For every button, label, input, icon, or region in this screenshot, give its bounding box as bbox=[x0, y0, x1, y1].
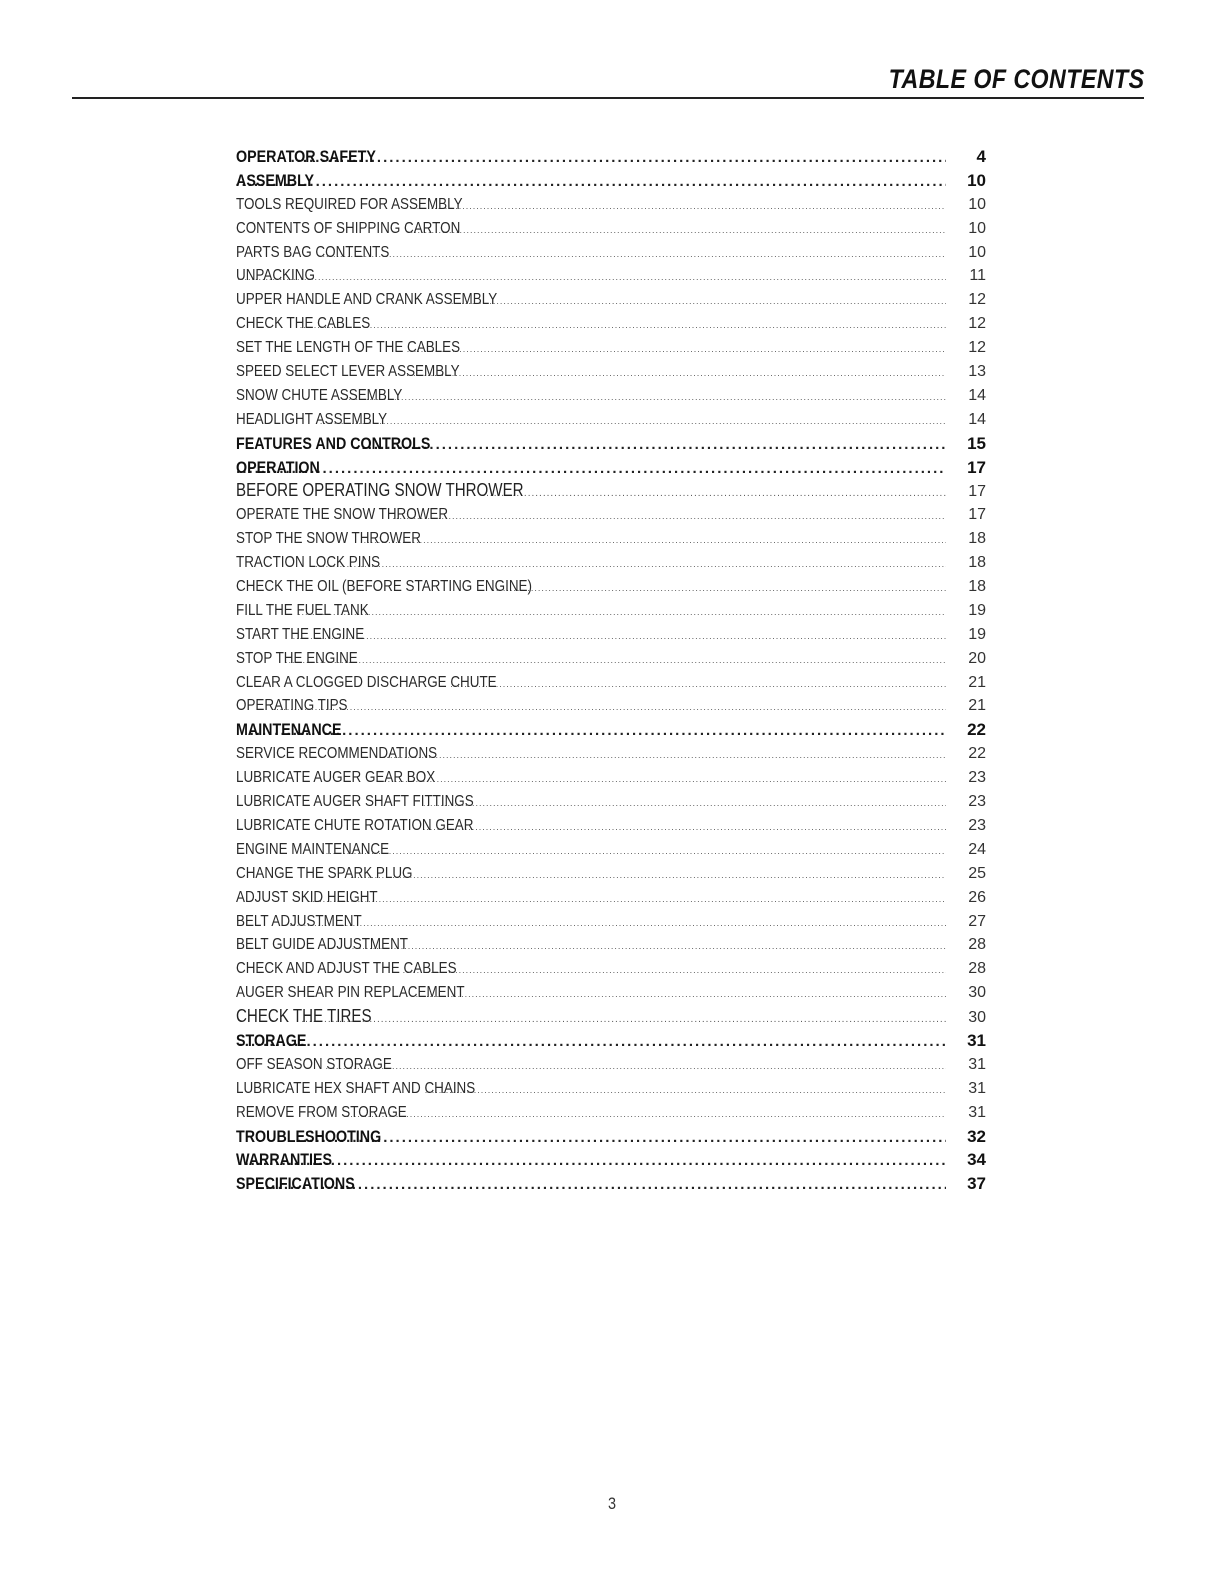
toc-entry[interactable] bbox=[236, 814, 986, 838]
toc-entry[interactable] bbox=[236, 1005, 986, 1029]
toc-entry-page: 26 bbox=[968, 888, 986, 906]
table-of-contents bbox=[236, 145, 986, 1196]
toc-entry-page: 13 bbox=[968, 363, 986, 381]
toc-entry[interactable] bbox=[236, 288, 986, 312]
toc-entry-label: MAINTENANCE bbox=[236, 720, 342, 740]
toc-entry[interactable] bbox=[236, 312, 986, 336]
toc-entry-page: 31 bbox=[968, 1103, 986, 1121]
toc-entry-label: OFF SEASON STORAGE bbox=[236, 1055, 392, 1073]
toc-entry-page: 14 bbox=[968, 410, 986, 428]
toc-entry-page: 37 bbox=[967, 1174, 986, 1194]
toc-entry-label: BELT ADJUSTMENT bbox=[236, 912, 362, 930]
dot-leader bbox=[425, 1079, 946, 1101]
toc-entry-label: SERVICE RECOMMENDATIONS bbox=[236, 745, 438, 763]
toc-entry-label: ENGINE MAINTENANCE bbox=[236, 840, 390, 858]
page-number: 3 bbox=[607, 1494, 617, 1513]
dot-leader bbox=[407, 219, 946, 241]
dot-leader bbox=[355, 433, 946, 456]
dot-leader bbox=[309, 888, 946, 910]
dot-leader bbox=[291, 146, 946, 169]
dot-leader bbox=[322, 840, 946, 862]
dot-leader bbox=[492, 577, 946, 599]
toc-entry-label: OPERATOR SAFETY bbox=[236, 147, 376, 166]
toc-entry-page: 22 bbox=[968, 745, 986, 763]
toc-entry-label: CHECK AND ADJUST THE CABLES bbox=[236, 960, 457, 978]
toc-entry-page: 18 bbox=[968, 554, 986, 572]
dot-leader bbox=[392, 505, 946, 527]
toc-entry-label: OPERATION bbox=[236, 457, 320, 477]
toc-entry-page: 21 bbox=[968, 673, 986, 691]
dot-leader bbox=[273, 696, 946, 718]
toc-entry-label: TROUBLESHOOTING bbox=[236, 1126, 382, 1146]
toc-entry-label: UPPER HANDLE AND CRANK ASSEMBLY bbox=[236, 291, 498, 309]
toc-entry-label: CHECK THE TIRES bbox=[236, 1006, 372, 1027]
toc-entry-page: 4 bbox=[976, 147, 986, 166]
toc-entry-page: 10 bbox=[968, 195, 986, 213]
toc-entry-label: AUGER SHEAR PIN REPLACEMENT bbox=[236, 984, 465, 1002]
toc-entry-page: 12 bbox=[968, 339, 986, 357]
toc-entry-page: 28 bbox=[968, 960, 986, 978]
toc-entry-page: 12 bbox=[968, 315, 986, 333]
dot-leader bbox=[403, 959, 946, 981]
toc-entry[interactable] bbox=[236, 145, 986, 169]
toc-entry-label: PARTS BAG CONTENTS bbox=[236, 243, 390, 261]
dot-leader bbox=[343, 1103, 946, 1125]
toc-entry[interactable] bbox=[236, 169, 986, 193]
toc-entry-page: 17 bbox=[968, 506, 986, 524]
toc-entry-page: 31 bbox=[968, 1079, 986, 1097]
dot-leader bbox=[482, 482, 946, 503]
toc-entry-page: 31 bbox=[967, 1030, 986, 1050]
toc-entry-label: STORAGE bbox=[236, 1030, 307, 1050]
page-title: TABLE OF CONTENTS bbox=[888, 64, 1144, 94]
toc-entry[interactable] bbox=[236, 647, 986, 671]
dot-leader bbox=[360, 529, 946, 551]
dot-leader bbox=[450, 673, 946, 695]
toc-entry[interactable] bbox=[236, 193, 986, 217]
toc-entry-page: 22 bbox=[967, 720, 986, 740]
toc-entry-page: 18 bbox=[968, 530, 986, 548]
toc-entry[interactable] bbox=[236, 718, 986, 742]
toc-entry[interactable] bbox=[236, 910, 986, 934]
dot-leader bbox=[406, 362, 946, 384]
toc-entry[interactable] bbox=[236, 862, 986, 886]
toc-entry[interactable] bbox=[236, 671, 986, 695]
dot-leader bbox=[236, 170, 946, 193]
toc-entry[interactable] bbox=[236, 694, 986, 718]
toc-entry-page: 23 bbox=[968, 816, 986, 834]
toc-entry-label: REMOVE FROM STORAGE bbox=[236, 1103, 407, 1121]
toc-entry-page: 20 bbox=[968, 649, 986, 667]
toc-entry-page: 27 bbox=[968, 912, 986, 930]
toc-entry[interactable] bbox=[236, 432, 986, 456]
toc-entry[interactable] bbox=[236, 503, 986, 527]
dot-leader bbox=[285, 649, 946, 671]
toc-entry[interactable] bbox=[236, 575, 986, 599]
toc-entry-label: CHECK THE OIL (BEFORE STARTING ENGINE) bbox=[236, 578, 532, 596]
toc-entry-page: 10 bbox=[968, 219, 986, 237]
toc-entry-label: SNOW CHUTE ASSEMBLY bbox=[236, 386, 403, 404]
toc-entry-label: CHANGE THE SPARK PLUG bbox=[236, 864, 413, 882]
dot-leader bbox=[238, 1149, 946, 1172]
toc-entry-page: 11 bbox=[969, 267, 986, 285]
toc-entry[interactable] bbox=[236, 408, 986, 432]
toc-entry-page: 17 bbox=[967, 457, 986, 477]
toc-entry-label: ADJUST SKID HEIGHT bbox=[236, 888, 378, 906]
dot-leader bbox=[297, 1126, 946, 1149]
toc-entry-label: FILL THE FUEL TANK bbox=[236, 601, 369, 619]
toc-entry-page: 15 bbox=[967, 433, 986, 453]
toc-entry[interactable] bbox=[236, 790, 986, 814]
toc-entry-page: 10 bbox=[967, 170, 986, 190]
toc-entry-label: SPECIFICATIONS bbox=[236, 1174, 355, 1194]
dot-leader bbox=[236, 1030, 946, 1053]
dot-leader bbox=[236, 457, 946, 480]
dot-leader bbox=[301, 1008, 946, 1029]
toc-entry-page: 34 bbox=[967, 1150, 986, 1170]
dot-leader bbox=[250, 719, 946, 742]
dot-leader bbox=[293, 625, 946, 647]
toc-entry-page: 30 bbox=[968, 1009, 986, 1027]
toc-entry-label: UNPACKING bbox=[236, 267, 315, 285]
toc-entry-page: 21 bbox=[968, 697, 986, 715]
dot-leader bbox=[290, 912, 946, 934]
toc-entry-page: 25 bbox=[968, 864, 986, 882]
toc-entry-label: OPERATING TIPS bbox=[236, 697, 348, 715]
toc-entry-label: TOOLS REQUIRED FOR ASSEMBLY bbox=[236, 195, 463, 213]
dot-leader bbox=[236, 266, 946, 288]
toc-entry-label: WARRANTIES bbox=[236, 1150, 332, 1170]
dot-leader bbox=[300, 314, 946, 336]
page-header bbox=[72, 62, 1144, 102]
header-rule bbox=[72, 97, 1144, 99]
dot-leader bbox=[345, 935, 946, 957]
toc-entry[interactable] bbox=[236, 360, 986, 384]
toc-entry[interactable] bbox=[236, 957, 986, 981]
toc-entry-label: CHECK THE CABLES bbox=[236, 315, 371, 333]
toc-entry-page: 32 bbox=[967, 1126, 986, 1146]
dot-leader bbox=[410, 195, 946, 217]
toc-entry-page: 18 bbox=[968, 578, 986, 596]
toc-entry[interactable] bbox=[236, 766, 986, 790]
toc-entry-page: 23 bbox=[968, 793, 986, 811]
toc-entry[interactable] bbox=[236, 742, 986, 766]
toc-entry[interactable] bbox=[236, 551, 986, 575]
dot-leader bbox=[423, 792, 946, 814]
dot-leader bbox=[407, 338, 946, 360]
toc-entry[interactable] bbox=[236, 1053, 986, 1077]
toc-entry[interactable] bbox=[236, 384, 986, 408]
toc-entry-label: LUBRICATE CHUTE ROTATION GEAR bbox=[236, 816, 474, 834]
toc-entry-label: LUBRICATE AUGER GEAR BOX bbox=[236, 769, 436, 787]
dot-leader bbox=[412, 983, 946, 1005]
toc-entry[interactable] bbox=[236, 1172, 986, 1196]
toc-entry[interactable] bbox=[236, 217, 986, 241]
toc-entry-label: BEFORE OPERATING SNOW THROWER bbox=[236, 480, 524, 501]
toc-entry-label: OPERATE THE SNOW THROWER bbox=[236, 506, 449, 524]
toc-entry-page: 23 bbox=[968, 769, 986, 787]
dot-leader bbox=[379, 744, 946, 766]
toc-entry-page: 19 bbox=[968, 601, 986, 619]
toc-entry-label: TRACTION LOCK PINS bbox=[236, 554, 381, 572]
toc-entry[interactable] bbox=[236, 1029, 986, 1053]
toc-entry[interactable] bbox=[236, 886, 986, 910]
toc-entry-label: LUBRICATE HEX SHAFT AND CHAINS bbox=[236, 1079, 476, 1097]
toc-entry-page: 17 bbox=[968, 483, 986, 501]
dot-leader bbox=[298, 601, 946, 623]
dot-leader bbox=[320, 410, 946, 432]
dot-leader bbox=[423, 816, 946, 838]
toc-entry-page: 28 bbox=[968, 936, 986, 954]
toc-entry-label: ASSEMBLY bbox=[236, 170, 315, 190]
toc-entry[interactable] bbox=[236, 336, 986, 360]
toc-entry-page: 12 bbox=[968, 291, 986, 309]
toc-entry-page: 30 bbox=[968, 984, 986, 1002]
toc-entry[interactable] bbox=[236, 623, 986, 647]
toc-entry-label: FEATURES AND CONTROLS bbox=[236, 433, 431, 453]
dot-leader bbox=[350, 864, 946, 886]
dot-leader bbox=[323, 243, 946, 265]
toc-entry[interactable] bbox=[236, 599, 986, 623]
dot-leader bbox=[451, 290, 946, 312]
dot-leader bbox=[338, 386, 946, 408]
toc-entry[interactable] bbox=[236, 264, 986, 288]
toc-entry-label: SET THE LENGTH OF THE CABLES bbox=[236, 339, 461, 357]
dot-leader bbox=[312, 553, 946, 575]
toc-entry-label: BELT GUIDE ADJUSTMENT bbox=[236, 936, 409, 954]
toc-entry[interactable] bbox=[236, 1125, 986, 1149]
toc-entry-label: SPEED SELECT LEVER ASSEMBLY bbox=[236, 363, 460, 381]
toc-entry-label: CONTENTS OF SHIPPING CARTON bbox=[236, 219, 461, 237]
toc-entry-label: STOP THE ENGINE bbox=[236, 649, 358, 667]
toc-entry[interactable] bbox=[236, 241, 986, 265]
dot-leader bbox=[377, 768, 946, 790]
toc-entry[interactable] bbox=[236, 933, 986, 957]
dot-leader bbox=[265, 1173, 946, 1196]
toc-entry[interactable] bbox=[236, 527, 986, 551]
toc-entry[interactable] bbox=[236, 838, 986, 862]
toc-entry[interactable] bbox=[236, 479, 986, 503]
toc-entry-label: HEADLIGHT ASSEMBLY bbox=[236, 410, 388, 428]
toc-entry[interactable] bbox=[236, 981, 986, 1005]
toc-entry-page: 10 bbox=[968, 243, 986, 261]
toc-entry-label: STOP THE SNOW THROWER bbox=[236, 530, 421, 548]
toc-entry[interactable] bbox=[236, 456, 986, 480]
toc-entry-page: 24 bbox=[968, 840, 986, 858]
toc-entry-label: LUBRICATE AUGER SHAFT FITTINGS bbox=[236, 793, 474, 811]
toc-entry[interactable] bbox=[236, 1077, 986, 1101]
toc-entry-label: START THE ENGINE bbox=[236, 625, 365, 643]
dot-leader bbox=[326, 1055, 946, 1077]
toc-entry-label: CLEAR A CLOGGED DISCHARGE CHUTE bbox=[236, 673, 497, 691]
toc-entry[interactable] bbox=[236, 1101, 986, 1125]
toc-entry[interactable] bbox=[236, 1148, 986, 1172]
toc-entry-page: 19 bbox=[968, 625, 986, 643]
toc-entry-page: 14 bbox=[968, 386, 986, 404]
toc-entry-page: 31 bbox=[968, 1055, 986, 1073]
